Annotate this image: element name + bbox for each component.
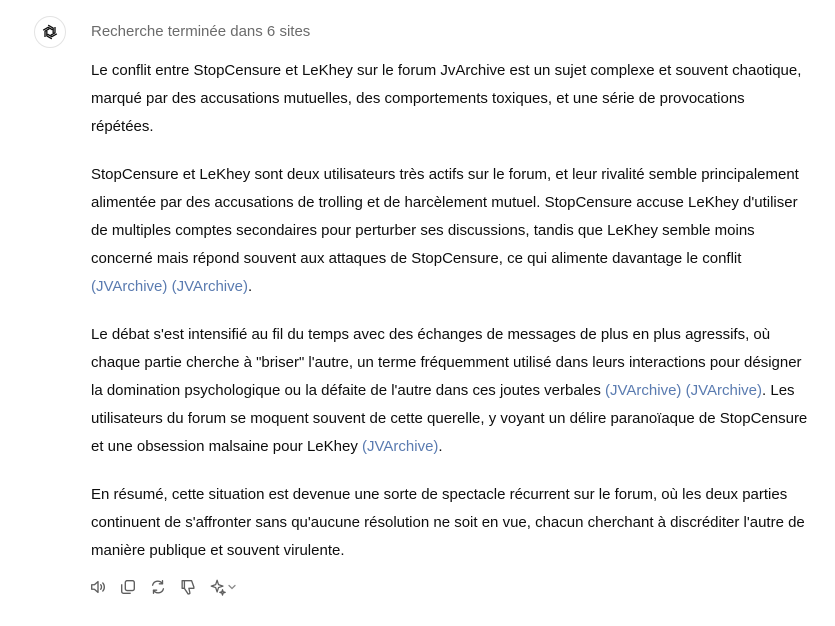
paragraph-text: Le conflit entre StopCensure et LeKhey sur le forum JvArchive est un sujet complexe et souvent chaotique, marqué par des accusations mutuelles, des comportements toxiques, et une série de provocations répétées.	[91, 62, 802, 135]
source-link[interactable]: (JVArchive)	[685, 382, 763, 399]
paragraph-text: En résumé, cette situation est devenue une sorte de spectacle récurrent sur le forum, où les deux parties continuent de s'affronter sans qu'aucune résolution ne soit en vue, chacun cherchant à discréditer l'autre de manière publique et souvent virulente.	[91, 486, 805, 559]
regenerate-button[interactable]	[148, 577, 168, 597]
paragraph-text: StopCensure et LeKhey sont deux utilisateurs très actifs sur le forum, et leur rivalité semble principalement alimentée par des accusations de trolling et de harcèlement mutuel. StopCensure accuse LeKhey d'utiliser de multiples comptes secondaires pour perturber ses discussions, tandis que LeKhey semble moins concerné mais répond souvent aux attaques de StopCensure, ce qui alimente davantage le conflit	[91, 166, 799, 267]
message-actions	[88, 576, 238, 598]
assistant-message	[91, 57, 811, 585]
copy-button[interactable]	[118, 577, 138, 597]
source-link[interactable]: (JVArchive)	[605, 382, 682, 399]
message-paragraph	[91, 481, 811, 565]
assistant-avatar	[34, 16, 66, 48]
openai-logo-icon	[40, 22, 60, 42]
speaker-icon	[89, 578, 107, 596]
message-paragraph	[91, 161, 811, 301]
source-link[interactable]: (JVArchive)	[91, 278, 168, 295]
paragraph-text: . Les utilisateurs du forum se moquent souvent de cette querelle, y voyant un délire paranoïaque de StopCensure et une obsession malsaine pour LeKhey	[91, 382, 808, 455]
source-link[interactable]: (JVArchive)	[362, 438, 439, 455]
source-link[interactable]: (JVArchive)	[171, 278, 248, 295]
chevron-down-icon	[227, 582, 237, 592]
copy-icon	[119, 578, 137, 596]
paragraph-text: Le débat s'est intensifié au fil du temps avec des échanges de messages de plus en plus agressifs, où chaque partie cherche à "briser" l'autre, un terme fréquemment utilisé dans leurs interactions pour désigner la domination psychologique ou la défaite de l'autre dans ces joutes verbales	[91, 326, 802, 399]
refresh-icon	[149, 578, 167, 596]
sparkle-icon	[209, 578, 227, 596]
dislike-button[interactable]	[178, 577, 198, 597]
paragraph-text: .	[438, 438, 443, 455]
message-paragraph	[91, 57, 811, 141]
read-aloud-button[interactable]	[88, 577, 108, 597]
message-paragraph	[91, 321, 811, 461]
thumbs-down-icon	[179, 578, 197, 596]
search-status[interactable]: Recherche terminée dans 6 sites	[91, 23, 311, 40]
model-switch-button[interactable]	[208, 577, 238, 597]
paragraph-text: .	[247, 278, 253, 295]
